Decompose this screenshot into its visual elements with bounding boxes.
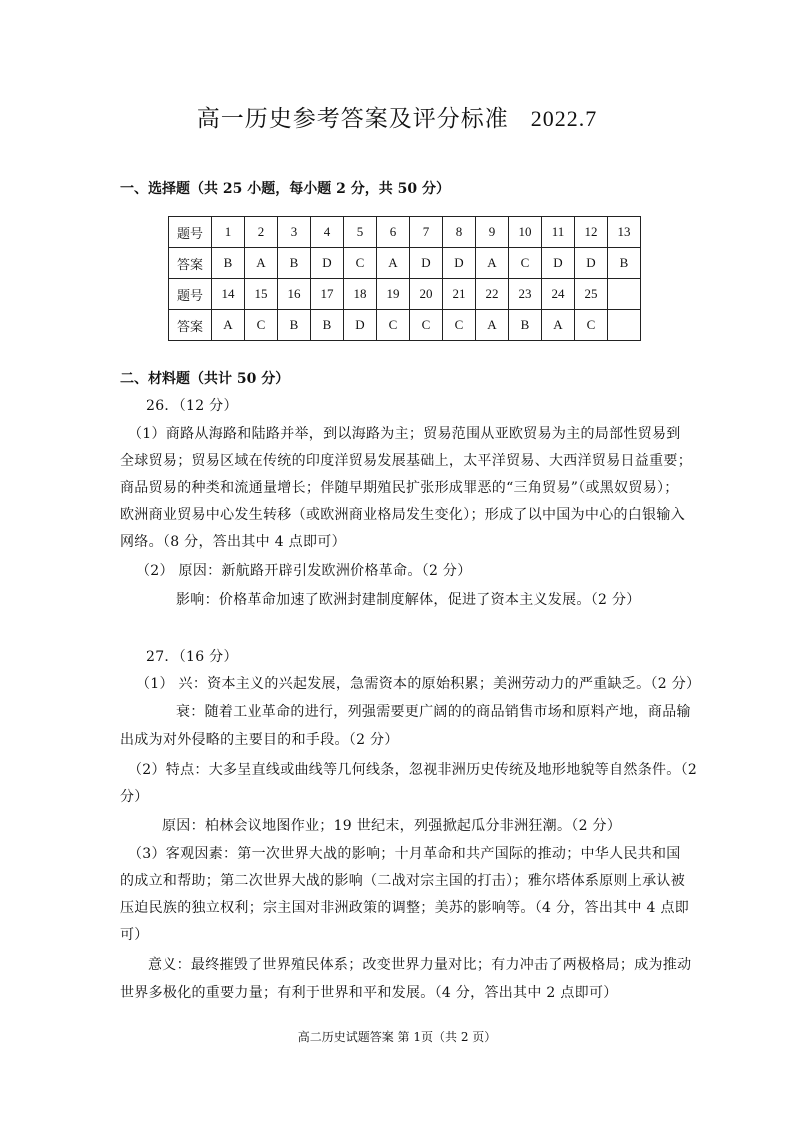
title-year: 2022.7 <box>530 106 598 131</box>
question-number-cell: 1 <box>212 217 245 248</box>
q27-line: 分） <box>120 789 149 805</box>
row-label: 答案 <box>169 248 212 279</box>
question-number-cell: 17 <box>311 279 344 310</box>
page-title <box>0 100 794 133</box>
q26-line: 网络。（8 分，答出其中 4 点即可） <box>120 534 346 550</box>
answer-table-row <box>169 248 641 279</box>
question-number-cell: 21 <box>443 279 476 310</box>
answer-cell: A <box>377 248 410 279</box>
question-number-cell: 24 <box>542 279 575 310</box>
title-text: 高一历史参考答案及评分标准 <box>196 106 509 132</box>
answer-cell: B <box>311 310 344 341</box>
q26-heading: 26．（12 分） <box>146 398 238 414</box>
q27-line: （3）客观因素：第一次世界大战的影响；十月革命和共产国际的推动；中华人民共和国 <box>128 846 681 862</box>
q27-line: （2）特点：大多呈直线或曲线等几何线条，忽视非洲历史传统及地形地貌等自然条件。（2 <box>128 762 698 778</box>
answer-cell: D <box>311 248 344 279</box>
q27-line: 衰：随着工业革命的进行，列强需要更广阔的的商品销售市场和原料产地，商品输 <box>176 704 691 720</box>
answer-cell: D <box>542 248 575 279</box>
q26-line: 商品贸易的种类和流通量增长；伴随早期殖民扩张形成罪恶的“三角贸易”（或黑奴贸易）； <box>120 480 679 496</box>
question-number-cell: 20 <box>410 279 443 310</box>
q26-line: （1）商路从海路和陆路并举，到以海路为主；贸易范围从亚欧贸易为主的局部性贸易到 <box>128 426 681 442</box>
answer-cell: A <box>245 248 278 279</box>
answer-cell: A <box>476 248 509 279</box>
answer-cell: D <box>410 248 443 279</box>
answer-cell: A <box>542 310 575 341</box>
answer-cell: C <box>344 248 377 279</box>
q27-line: 出成为对外侵略的主要目的和手段。（2 分） <box>120 732 399 748</box>
q27-line: 世界多极化的重要力量；有利于世界和平和发展。（4 分，答出其中 2 点即可） <box>120 985 618 1001</box>
answer-cell: B <box>212 248 245 279</box>
question-number-cell: 5 <box>344 217 377 248</box>
question-number-cell: 23 <box>509 279 542 310</box>
answer-cell <box>608 310 641 341</box>
question-number-cell: 14 <box>212 279 245 310</box>
q27-heading: 27．（16 分） <box>146 649 238 665</box>
question-number-cell: 15 <box>245 279 278 310</box>
answer-cell: C <box>443 310 476 341</box>
answer-cell: C <box>509 248 542 279</box>
answer-cell: D <box>575 248 608 279</box>
answer-cell: B <box>509 310 542 341</box>
question-number-cell <box>608 279 641 310</box>
question-number-cell: 11 <box>542 217 575 248</box>
answer-cell: D <box>344 310 377 341</box>
answer-cell: C <box>245 310 278 341</box>
answer-cell: A <box>212 310 245 341</box>
q26-line: 全球贸易；贸易区域在传统的印度洋贸易发展基础上，太平洋贸易、大西洋贸易日益重要； <box>120 453 692 469</box>
question-number-cell: 3 <box>278 217 311 248</box>
row-label: 题号 <box>169 217 212 248</box>
question-number-cell: 25 <box>575 279 608 310</box>
q27-line: （1） 兴：资本主义的兴起发展，急需资本的原始积累；美洲劳动力的严重缺乏。（2 分） <box>136 676 701 692</box>
question-number-cell: 16 <box>278 279 311 310</box>
row-label: 答案 <box>169 310 212 341</box>
q27-line: 的成立和帮助；第二次世界大战的影响（二战对宗主国的打击）；雅尔塔体系原则上承认被 <box>120 873 685 889</box>
question-number-cell: 22 <box>476 279 509 310</box>
question-number-cell: 10 <box>509 217 542 248</box>
question-number-cell: 2 <box>245 217 278 248</box>
answer-cell: A <box>476 310 509 341</box>
question-number-cell: 8 <box>443 217 476 248</box>
answer-table <box>168 216 641 341</box>
question-number-cell: 4 <box>311 217 344 248</box>
answer-cell: D <box>443 248 476 279</box>
page-footer: 高二历史试题答案 第 1页（共 2 页） <box>297 1030 497 1044</box>
answer-table-row <box>169 217 641 248</box>
q27-line: 可） <box>120 927 149 943</box>
section-2-heading: 二、材料题（共计 50 分） <box>120 371 290 387</box>
row-label: 题号 <box>169 279 212 310</box>
answer-table-row <box>169 310 641 341</box>
answer-table-row <box>169 279 641 310</box>
answer-cell: C <box>410 310 443 341</box>
q27-line: 压迫民族的独立权利；宗主国对非洲政策的调整；美苏的影响等。（4 分，答出其中 4 点即 <box>120 900 690 916</box>
question-number-cell: 18 <box>344 279 377 310</box>
question-number-cell: 19 <box>377 279 410 310</box>
q27-line: 意义：最终摧毁了世界殖民体系；改变世界力量对比；有力冲击了两极格局；成为推动 <box>148 957 692 973</box>
question-number-cell: 9 <box>476 217 509 248</box>
answer-cell: C <box>377 310 410 341</box>
question-number-cell: 7 <box>410 217 443 248</box>
question-number-cell: 13 <box>608 217 641 248</box>
q26-line: 欧洲商业贸易中心发生转移（或欧洲商业格局发生变化）；形成了以中国为中心的白银输入 <box>120 507 685 523</box>
q27-line: 原因：柏林会议地图作业；19 世纪末，列强掀起瓜分非洲狂潮。（2 分） <box>162 818 622 834</box>
question-number-cell: 12 <box>575 217 608 248</box>
answer-cell: B <box>278 310 311 341</box>
answer-cell: B <box>608 248 641 279</box>
section-1-heading: 一、选择题（共 25 小题，每小题 2 分，共 50 分） <box>120 181 450 197</box>
question-number-cell: 6 <box>377 217 410 248</box>
answer-cell: C <box>575 310 608 341</box>
answer-cell: B <box>278 248 311 279</box>
q26-line: 影响：价格革命加速了欧洲封建制度解体，促进了资本主义发展。（2 分） <box>176 592 641 608</box>
q26-line: （2） 原因：新航路开辟引发欧洲价格革命。（2 分） <box>136 563 472 579</box>
